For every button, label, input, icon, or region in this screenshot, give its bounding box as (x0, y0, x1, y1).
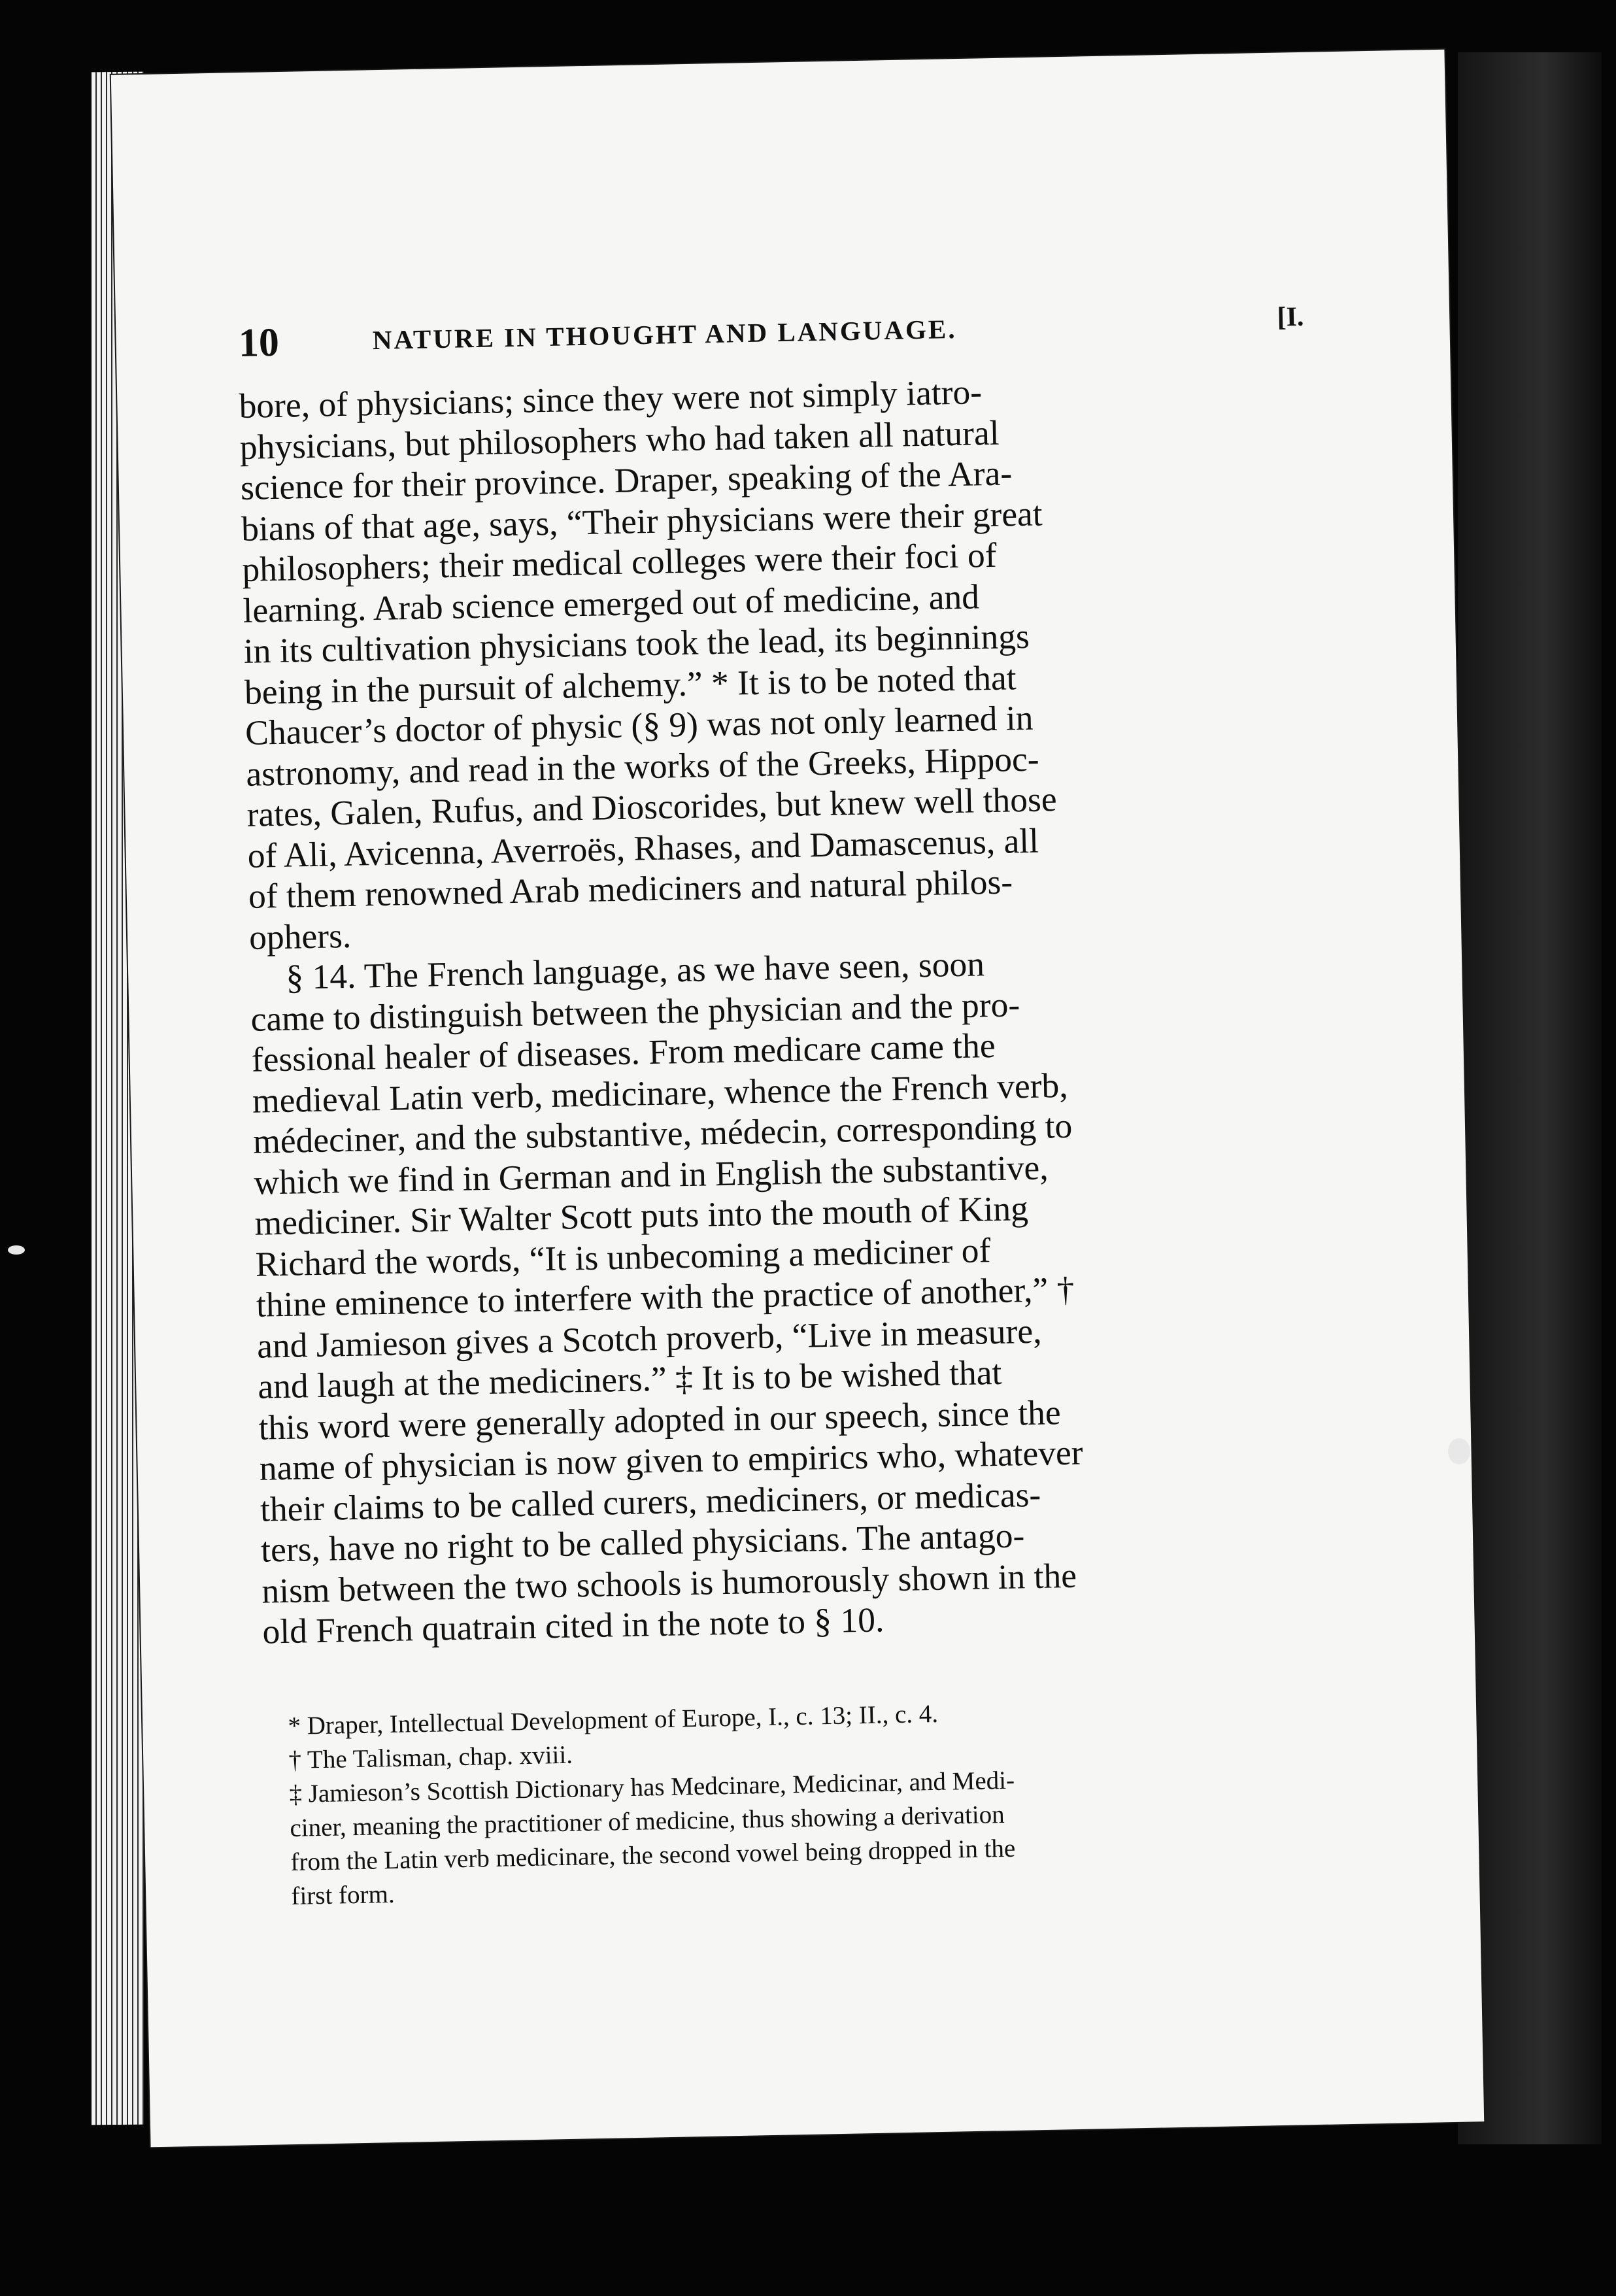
body-text (239, 365, 1341, 1652)
text-line: being in the pursuit of alchemy.” * It is to be noted that (244, 657, 1017, 712)
text-line: Richard the words, “It is unbecoming a mediciner of (255, 1230, 991, 1284)
footnotes (288, 1690, 1324, 1914)
text-line: of them renowned Arab mediciners and natural philos- (248, 862, 1013, 916)
scan-speck (8, 1245, 25, 1255)
text-line: nism between the two schools is humorously shown in the (261, 1555, 1077, 1611)
book-gutter-shadow (1458, 52, 1602, 2144)
text-line: Chaucer’s doctor of physic (§ 9) was not only learned in (244, 698, 1034, 752)
footnote-jamieson: ‡ Jamieson’s Scottish Dictionary has Medcinare, Medicinar, and Medi- (289, 1766, 1015, 1808)
text-line: ters, have no right to be called physicians. The antago- (260, 1515, 1025, 1570)
text-line: bians of that age, says, “Their physicians were their great (241, 493, 1043, 549)
text-line: bore, of physicians; since they were not simply iatro- (239, 372, 983, 426)
text-line: thine eminence to interfere with the practice of another,” † (256, 1269, 1075, 1325)
section-14-start: § 14. The French language, as we have seen, soon (285, 944, 985, 997)
text-line: physicians, but philosophers who had taken all natural (239, 413, 1000, 467)
text-line: which we find in German and in English the substantive, (253, 1147, 1049, 1202)
text-line: astronomy, and read in the works of the Greeks, Hippoc- (245, 739, 1040, 794)
text-line: science for their province. Draper, speaking of the Ara- (240, 453, 1013, 507)
footnote-jamieson-cont: ciner, meaning the practitioner of medicine, thus showing a derivation (290, 1800, 1005, 1842)
scan-speck (1448, 1438, 1470, 1464)
text-line: and laugh at the mediciners.” ‡ It is to be wished that (257, 1352, 1002, 1406)
text-line: this word were generally adopted in our speech, since the (258, 1392, 1062, 1447)
text-line: ophers. (248, 915, 352, 957)
page-number: 10 (238, 320, 280, 365)
running-title: NATURE IN THOUGHT AND LANGUAGE. (372, 313, 957, 356)
text-line: fessional healer of diseases. From medicare came the (251, 1025, 996, 1079)
text-line: médeciner, and the substantive, médecin, corresponding to (252, 1106, 1073, 1161)
footnote-jamieson-cont: first form. (291, 1880, 396, 1910)
text-line: rates, Galen, Rufus, and Dioscorides, but knew well those (246, 779, 1058, 834)
footnote-draper: * Draper, Intellectual Development of Europe, I., c. 13; II., c. 4. (288, 1699, 939, 1740)
chapter-mark: [I. (1277, 301, 1304, 333)
footnote-jamieson-cont: from the Latin verb medicinare, the second vowel being dropped in the (290, 1834, 1016, 1876)
text-line: old French quatrain cited in the note to § 10. (262, 1600, 884, 1651)
text-line: came to distinguish between the physician and the pro- (250, 984, 1020, 1039)
text-line: medieval Latin verb, medicinare, whence the French verb, (252, 1065, 1069, 1121)
text-line: of Ali, Avicenna, Averroës, Rhases, and Damascenus, all (247, 820, 1039, 875)
text-line: philosophers; their medical colleges were their foci of (241, 535, 998, 589)
text-line: name of physician is now given to empirics who, whatever (259, 1432, 1084, 1488)
text-line: and Jamieson gives a Scotch proverb, “Live in measure, (256, 1311, 1042, 1366)
footnote-talisman: † The Talisman, chap. xviii. (288, 1740, 573, 1774)
text-line: mediciner. Sir Walter Scott puts into the mouth of King (254, 1189, 1029, 1243)
text-line: in its cultivation physicians took the lead, its beginnings (243, 616, 1030, 671)
text-line: learning. Arab science emerged out of medicine, and (243, 576, 980, 630)
text-line: their claims to be called curers, mediciners, or medicas- (260, 1474, 1041, 1529)
